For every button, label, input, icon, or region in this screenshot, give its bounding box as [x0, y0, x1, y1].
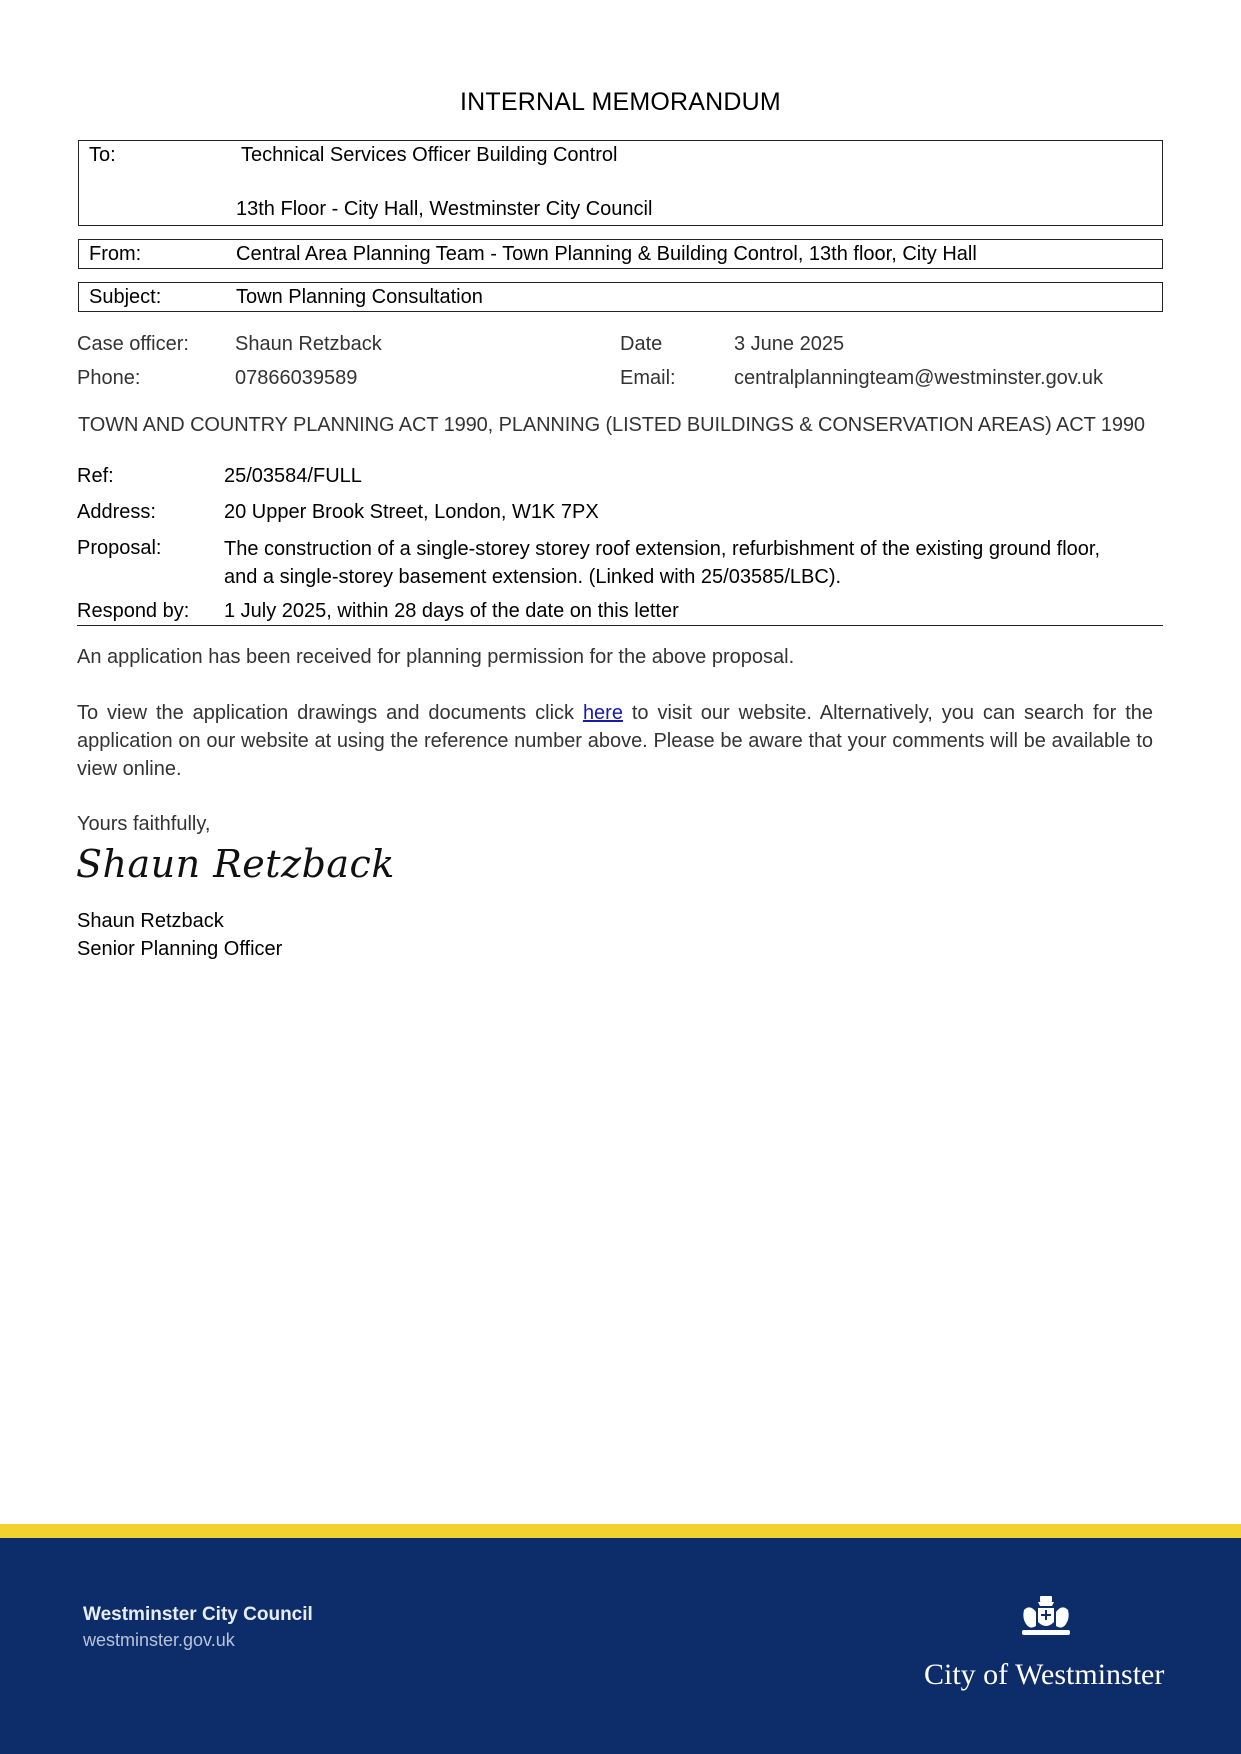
proposal-value [224, 535, 1154, 591]
section-divider [77, 625, 1163, 626]
from-box [78, 239, 1163, 269]
closing: Yours faithfully, [77, 813, 211, 835]
westminster-crest-icon [1018, 1594, 1074, 1640]
case-officer-label: Case officer: [77, 333, 189, 355]
handwritten-signature: Shaun Retzback [76, 842, 395, 886]
date-label: Date [620, 333, 663, 355]
intro-paragraph: An application has been received for planning permission for the above proposal. [77, 646, 795, 668]
signatory-role: Senior Planning Officer [77, 938, 283, 960]
to-box [78, 140, 1163, 226]
phone-label: Phone: [77, 367, 141, 389]
to-line1: Technical Services Officer Building Control [241, 144, 618, 166]
date-value: 3 June 2025 [734, 333, 845, 355]
proposal-line2: and a single-storey basement extension. (Linked with 25/03585/LBC). [224, 566, 842, 588]
email-label: Email: [620, 367, 676, 389]
respond-by-label: Respond by: [77, 600, 190, 622]
ref-value: 25/03584/FULL [224, 465, 362, 487]
address-value: 20 Upper Brook Street, London, W1K 7PX [224, 501, 599, 523]
footer-website: westminster.gov.uk [83, 1630, 235, 1650]
respond-by-value: 1 July 2025, within 28 days of the date on this letter [224, 600, 679, 622]
city-of-westminster-logo-text: City of Westminster [924, 1658, 1165, 1691]
view-application-paragraph [77, 699, 1153, 783]
proposal-line1: The construction of a single-storey storey roof extension, refurbishment of the existing ground floor, [224, 538, 1101, 560]
case-officer-value: Shaun Retzback [235, 333, 382, 355]
from-value: Central Area Planning Team - Town Planning & Building Control, 13th floor, City Hall [236, 243, 977, 265]
footer-band [0, 1538, 1241, 1754]
paragraph-text-end: to visit our website. Alternatively, you can search for the application on our website at using the reference number above. Please be aware that your comments will be available to view online. [77, 702, 1153, 780]
subject-value: Town Planning Consultation [236, 286, 483, 308]
subject-label: Subject: [89, 286, 162, 308]
here-link[interactable]: here [582, 702, 623, 724]
memo-title: INTERNAL MEMORANDUM [460, 88, 781, 116]
phone-value: 07866039589 [235, 367, 358, 389]
footer-yellow-stripe [0, 1524, 1241, 1538]
to-line2: 13th Floor - City Hall, Westminster City Council [236, 198, 653, 220]
to-label: To: [89, 144, 116, 166]
from-label: From: [89, 243, 142, 265]
address-label: Address: [77, 501, 156, 523]
subject-box [78, 282, 1163, 312]
email-value: centralplanningteam@westminster.gov.uk [734, 367, 1104, 389]
signatory-name: Shaun Retzback [77, 910, 224, 932]
footer-org-name: Westminster City Council [83, 1604, 313, 1625]
proposal-label: Proposal: [77, 537, 162, 559]
act-line: TOWN AND COUNTRY PLANNING ACT 1990, PLANNING (LISTED BUILDINGS & CONSERVATION AREAS) ACT 1990 [78, 414, 1145, 436]
paragraph-text-start: To view the application drawings and documents click [77, 702, 583, 724]
ref-label: Ref: [77, 465, 114, 487]
